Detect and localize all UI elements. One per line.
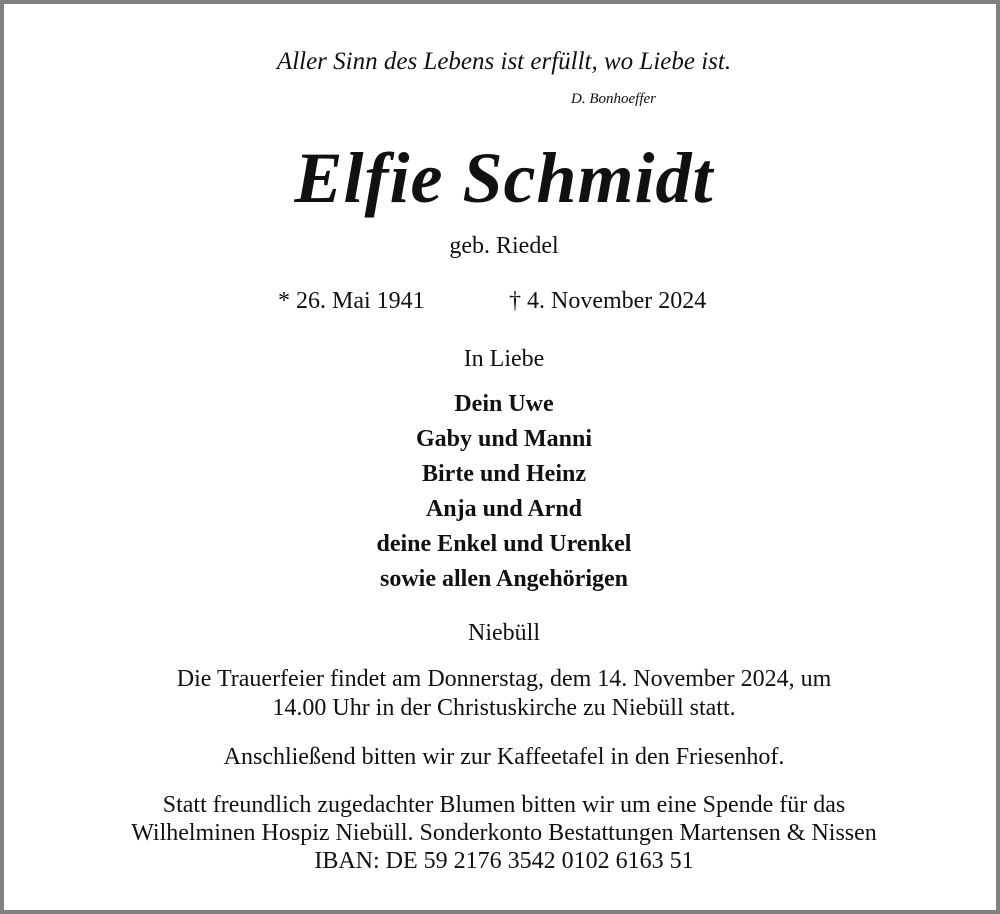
mourner-name: Dein Uwe xyxy=(454,391,554,417)
mourner-name: deine Enkel und Urenkel xyxy=(376,531,632,557)
mourners-intro: In Liebe xyxy=(463,346,545,372)
mourners-list xyxy=(4,387,1000,597)
birth-date: * 26. Mai 1941 xyxy=(278,288,425,314)
mourner-name: Anja und Arnd xyxy=(425,496,583,522)
funeral-service-line: 14.00 Uhr in der Christuskirche zu Niebüll statt. xyxy=(272,695,736,721)
mourners-place: Niebüll xyxy=(468,620,540,646)
quote-author: D. Bonhoeffer xyxy=(571,91,656,107)
mourner-name: Birte und Heinz xyxy=(421,461,586,487)
birth-name: geb. Riedel xyxy=(449,233,559,259)
mourner-name: Gaby und Manni xyxy=(415,426,593,452)
donation-line: Statt freundlich zugedachter Blumen bitten wir um eine Spende für das xyxy=(162,792,846,818)
coffee-reception-info: Anschließend bitten wir zur Kaffeetafel in den Friesenhof. xyxy=(223,744,785,770)
funeral-service-info xyxy=(4,665,1000,723)
donation-line: Wilhelminen Hospiz Niebüll. Sonderkonto Bestattungen Martensen & Nissen xyxy=(131,820,877,846)
donation-iban: IBAN: DE 59 2176 3542 0102 6163 51 xyxy=(314,848,694,874)
donation-info xyxy=(4,791,1000,875)
deceased-name: Elfie Schmidt xyxy=(294,138,714,218)
funeral-service-line: Die Trauerfeier findet am Donnerstag, dem 14. November 2024, um xyxy=(176,666,832,692)
death-date: † 4. November 2024 xyxy=(509,288,707,314)
mourner-name: sowie allen Angehörigen xyxy=(379,566,628,592)
quote-text: Aller Sinn des Lebens ist erfüllt, wo Liebe ist. xyxy=(276,48,732,75)
